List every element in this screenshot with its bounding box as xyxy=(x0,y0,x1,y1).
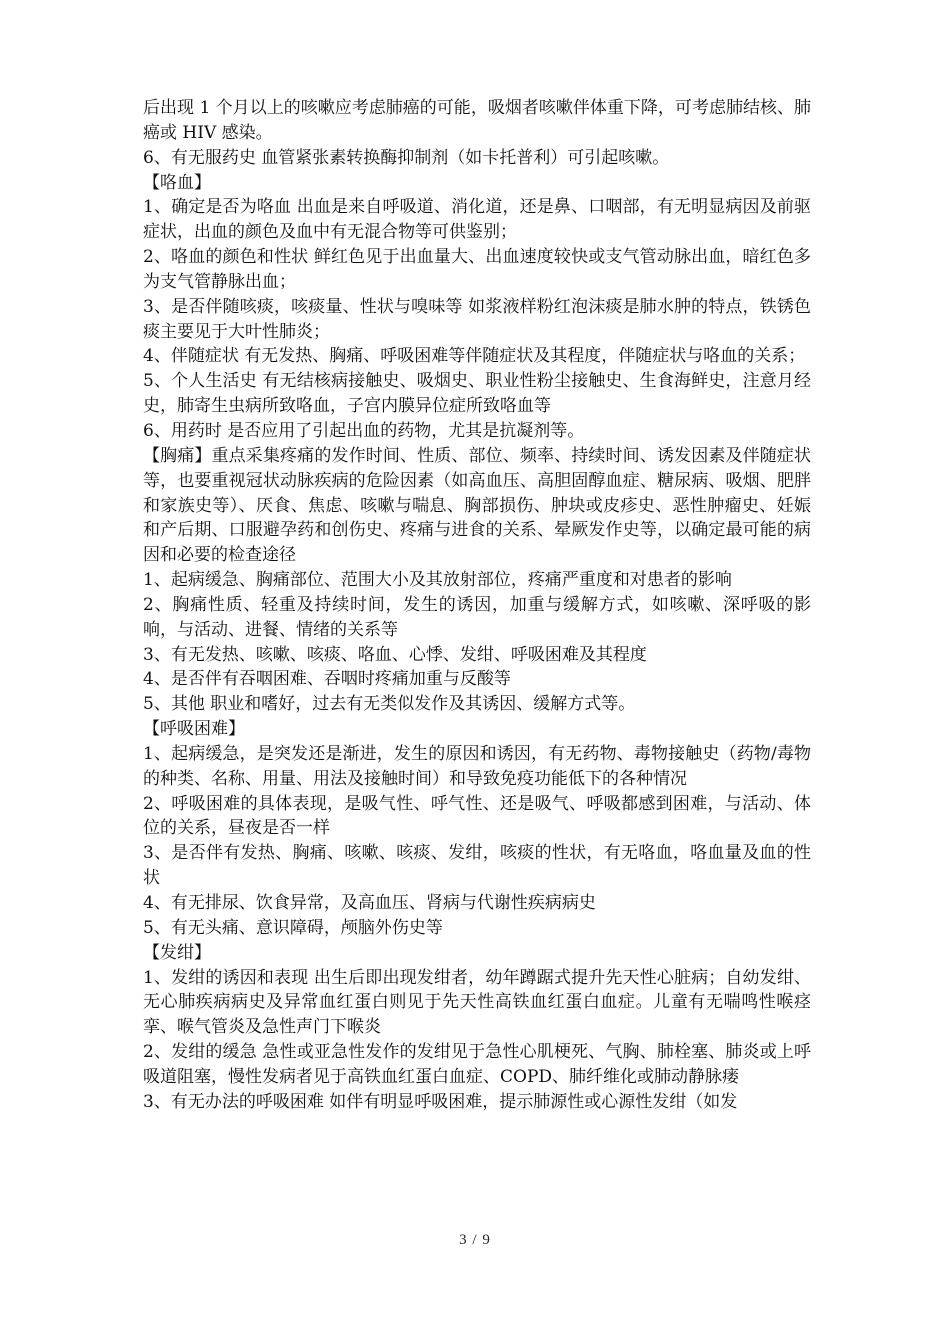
paragraph: 4、是否伴有吞咽困难、吞咽时疼痛加重与反酸等 xyxy=(143,669,511,690)
paragraph: 3、是否伴随咳痰，咳痰量、性状与嗅味等 如浆液样粉红泡沫痰是肺水肿的特点，铁锈色痰主要见于大叶性肺炎； xyxy=(143,296,811,342)
paragraph: 5、个人生活史 有无结核病接触史、吸烟史、职业性粉尘接触史、生食海鲜史，注意月经史，肺寄生虫病所致咯血，子宫内膜异位症所致咯血等 xyxy=(143,371,811,417)
section-chest-pain: 【胸痛】重点采集疼痛的发作时间、性质、部位、频率、持续时间、诱发因素及伴随症状等，也要重视冠状动脉疾病的危险因素（如高血压、高胆固醇血症、糖尿病、吸烟、肥胖和家族史等）、厌食、焦虑、咳嗽与喘息、胸部损伤、肿块或皮疹史、恶性肿瘤史、妊娠和产后期、口服避孕药和创伤史、疼痛与进食的关系、晕厥发作史等，以确定最可能的病因和必要的检查途径 xyxy=(143,445,811,566)
paragraph: 1、确定是否为咯血 出血是来自呼吸道、消化道，还是鼻、口咽部，有无明显病因及前驱症状，出血的颜色及血中有无混合物等可供鉴别； xyxy=(143,197,811,243)
paragraph: 4、有无排尿、饮食异常，及高血压、肾病与代谢性疾病病史 xyxy=(143,893,596,913)
paragraph: 4、伴随症状 有无发热、胸痛、呼吸困难等伴随症状及其程度，伴随症状与咯血的关系； xyxy=(143,346,806,367)
paragraph: 2、呼吸困难的具体表现，是吸气性、呼气性、还是吸气、呼吸都感到困难，与活动、体位的关系，昼夜是否一样 xyxy=(143,793,811,839)
page-number: 3 / 9 xyxy=(459,1232,491,1248)
paragraph: 5、其他 职业和嗜好，过去有无类似发作及其诱因、缓解方式等。 xyxy=(143,694,636,715)
section-heading-cyanosis: 【发绀】 xyxy=(143,942,211,963)
section-heading-hemoptysis: 【咯血】 xyxy=(143,172,211,193)
paragraph: 5、有无头痛、意识障碍，颅脑外伤史等 xyxy=(143,917,443,938)
paragraph: 1、起病缓急、胸痛部位、范围大小及其放射部位，疼痛严重度和对患者的影响 xyxy=(143,570,732,591)
paragraph: 2、咯血的颜色和性状 鲜红色见于出血量大、出血速度较快或支气管动脉出血，暗红色多为支气管静脉出血； xyxy=(143,247,811,292)
paragraph: 2、发绀的缓急 急性或亚急性发作的发绀见于急性心肌梗死、气胸、肺栓塞、肺炎或上呼吸道阻塞，慢性发病者见于高铁血红蛋白血症、COPD、肺纤维化或肺动静脉瘘 xyxy=(143,1042,811,1087)
paragraph: 2、胸痛性质、轻重及持续时间，发生的诱因，加重与缓解方式，如咳嗽、深呼吸的影响，与活动、进餐、情绪的关系等 xyxy=(143,594,811,640)
paragraph: 1、起病缓急，是突发还是渐进，发生的原因和诱因，有无药物、毒物接触史（药物/毒物的种类、名称、用量、用法及接触时间）和导致免疫功能低下的各种情况 xyxy=(143,743,811,789)
paragraph: 6、用药时 是否应用了引起出血的药物，尤其是抗凝剂等。 xyxy=(143,420,585,441)
paragraph: 3、是否伴有发热、胸痛、咳嗽、咳痰、发绀，咳痰的性状，有无咯血，咯血量及血的性状 xyxy=(143,843,811,889)
section-heading-dyspnea: 【呼吸困难】 xyxy=(143,719,245,740)
paragraph: 1、发绀的诱因和表现 出生后即出现发绀者，幼年蹲踞式提升先天性心脏病；自幼发绀、无心肺疾病病史及异常血红蛋白则见于先天性高铁血红蛋白血症。儿童有无喘鸣性喉痉挛、喉气管炎及急性声门下喉炎 xyxy=(143,967,811,1038)
paragraph: 3、有无发热、咳嗽、咳痰、咯血、心悸、发绀、呼吸困难及其程度 xyxy=(143,644,647,665)
document-body xyxy=(143,96,811,1115)
paragraph: 3、有无办法的呼吸困难 如伴有明显呼吸困难，提示肺源性或心源性发绀（如发 xyxy=(143,1091,738,1112)
paragraph: 6、有无服药史 血管紧张素转换酶抑制剂（如卡托普利）可引起咳嗽。 xyxy=(143,147,670,168)
paragraph: 后出现 1 个月以上的咳嗽应考虑肺癌的可能，吸烟者咳嗽伴体重下降，可考虑肺结核、肺癌或 HIV 感染。 xyxy=(143,98,811,143)
